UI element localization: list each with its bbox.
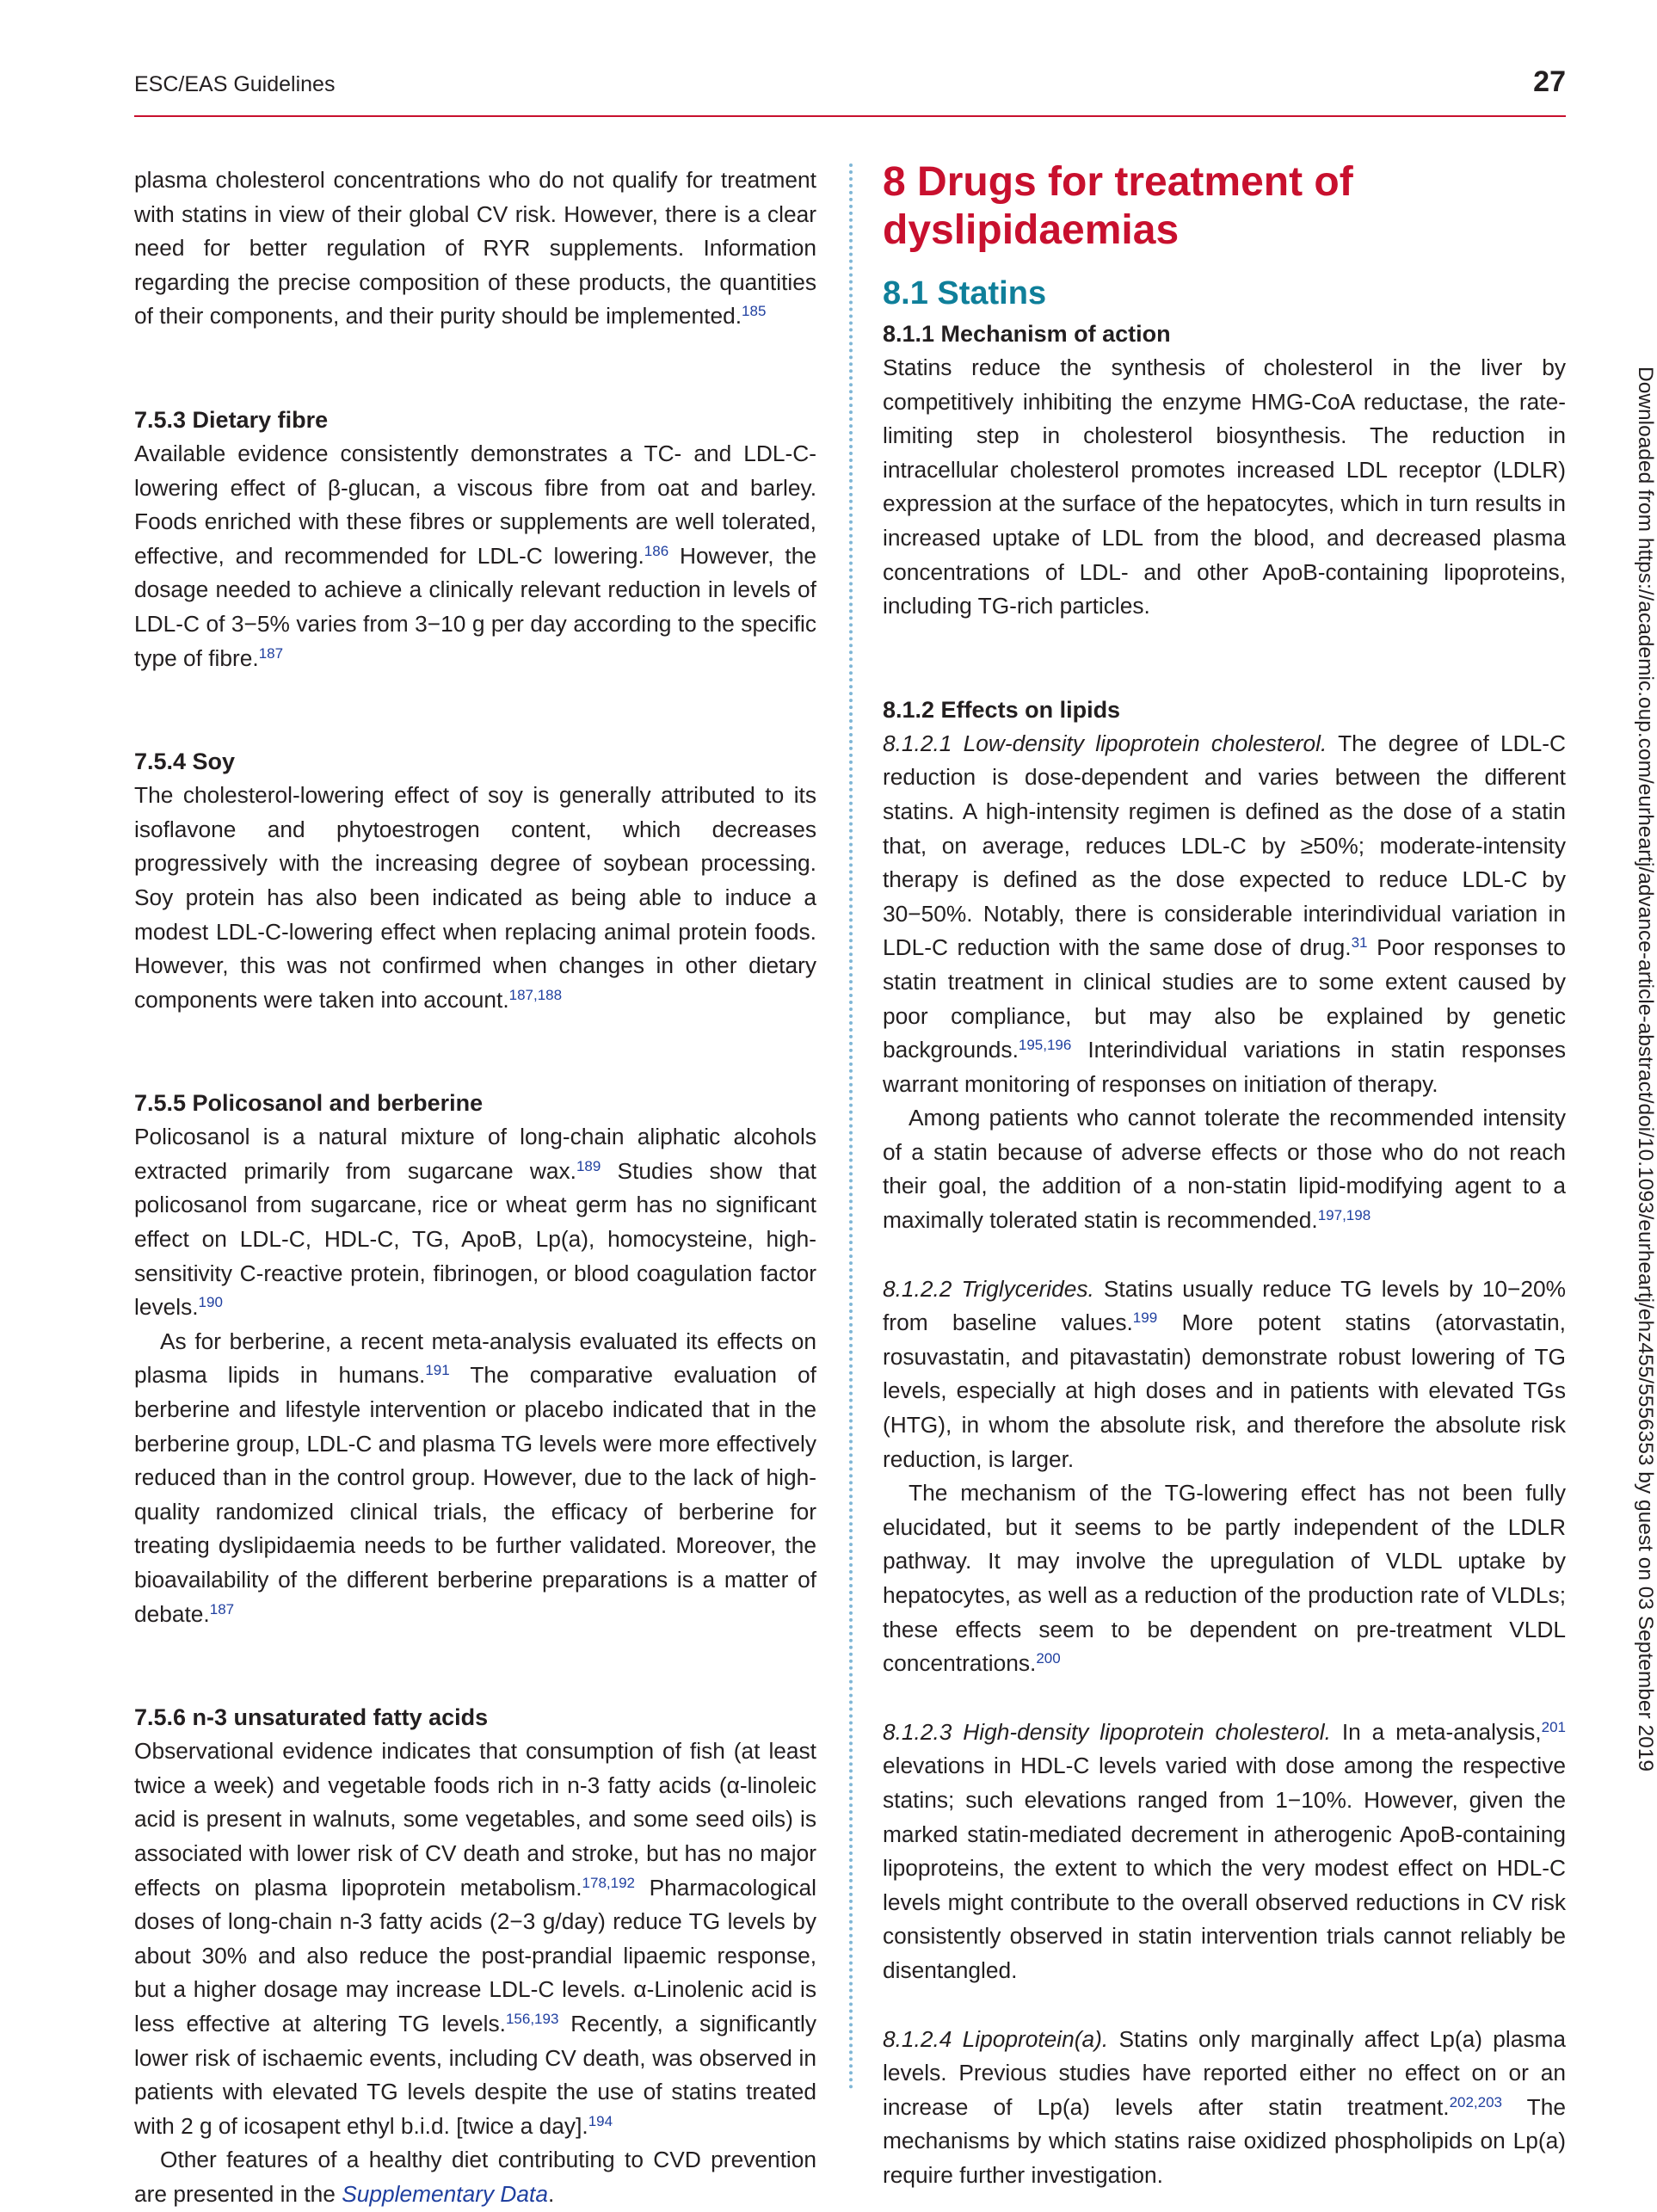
section-heading-dietary-fibre: 7.5.3 Dietary fibre — [134, 406, 329, 433]
supplementary-data-link[interactable]: Supplementary Data — [342, 2180, 548, 2207]
page-number: 27 — [1533, 65, 1566, 98]
paragraph-hdl-cholesterol: 8.1.2.3 High-density lipoprotein cholesterol. In a meta-analysis,$^{201}$ elevations in HDL-C levels varied with dose among the respective statins; such elevations ranged from 1−10%. However, given the marked statin-mediated decrement in atherogenic ApoB-containing lipoproteins, the extent to which the very modest effect on HDL-C levels might contribute to the overall observed reductions in CV risk consistently observed in statin intervention trials cannot reliably be disentangled. — [883, 1718, 1566, 1983]
reference-link[interactable]: 189 — [576, 1157, 601, 1174]
paragraph-statin-intolerance: Among patients who cannot tolerate the recommended intensity of a statin because of adverse effects or those who do not reach their goal, the addition of a non-statin lipid-modifying agent to a maximally tolerated statin is recommended.$^{197,198}$ — [883, 1105, 1566, 1234]
paragraph-mechanism: Statins reduce the synthesis of cholesterol in the liver by competitively inhibiting the enzyme HMG-CoA reductase, the rate-limiting step in cholesterol biosynthesis. The reduction in intracellular cholesterol promotes increased LDL receptor (LDLR) expression at the surface of the hepatocytes, which in turn results in increased uptake of LDL from the blood, and decreased plasma concentrations of LDL- and other ApoB-containing lipoproteins, including TG-rich particles. — [883, 354, 1566, 619]
subsection-label: 8.1.2.3 High-density lipoprotein cholesterol. — [883, 1718, 1331, 1745]
paragraph-policosanol: Policosanol is a natural mixture of long-chain aliphatic alcohols extracted primarily from sugarcane wax.$^{189}$ Studies show that policosanol from sugarcane, rice or wheat germ has no significant effect on LDL-C, HDL-C, TG, ApoB, Lp(a), homocysteine, high-sensitivity C-reactive protein, fibrinogen, or blood coagulation factor levels.$^{190}$ — [134, 1124, 816, 1321]
reference-link[interactable]: 178,192 — [582, 1874, 635, 1891]
reference-link[interactable]: 202,203 — [1449, 2093, 1503, 2110]
section-heading-policosanol: 7.5.5 Policosanol and berberine — [134, 1090, 484, 1117]
section-heading-effects-on-lipids: 8.1.2 Effects on lipids — [883, 696, 1121, 723]
paragraph-ryr: plasma cholesterol concentrations who do not qualify for treatment with statins in view of their global CV risk. However, there is a clear need for better regulation of RYR supplements. Information regarding the precise composition of these products, the quantities of their components, and their purity should be implemented.$^{185}$ — [134, 167, 816, 330]
section-heading-soy: 7.5.4 Soy — [134, 749, 236, 775]
paragraph-berberine: As for berberine, a recent meta-analysis evaluated its effects on plasma lipids in humans.$^{191}$ The comparative evaluation of berberine and lifestyle intervention or placebo indicated that in the berberine group, LDL-C and plasma TG levels were more effectively reduced than in the control group. However, due to the lack of high-quality randomized clinical trials, the efficacy of berberine for treating dyslipidaemia needs to be further validated. Moreover, the bioavailability of the different berberine preparations is a matter of debate.$^{187}$ — [134, 1328, 816, 1627]
reference-link[interactable]: 187,188 — [508, 986, 563, 1003]
reference-link[interactable]: 194 — [588, 2112, 613, 2129]
paragraph-tg-mechanism: The mechanism of the TG-lowering effect has not been fully elucidated, but it seems to be partly independent of the LDLR pathway. It may involve the upregulation of VLDL uptake by hepatocytes, as well as a reduction of the production rate of VLDLs; these effects seem to be dependent on pre-treatment VLDL concentrations.$^{200}$ — [883, 1480, 1566, 1677]
journal-name: ESC/EAS Guidelines — [134, 72, 336, 96]
reference-link[interactable]: 31 — [1351, 934, 1368, 952]
column-divider — [849, 163, 853, 2091]
subsection-label: 8.1.2.4 Lipoprotein(a). — [883, 2025, 1109, 2052]
section-heading-n3-fatty-acids: 7.5.6 n-3 unsaturated fatty acids — [134, 1704, 489, 1731]
reference-link[interactable]: 190 — [198, 1294, 223, 1311]
reference-link[interactable]: 187 — [209, 1600, 235, 1617]
reference-link[interactable]: 200 — [1036, 1650, 1061, 1667]
paragraph-triglycerides: 8.1.2.2 Triglycerides. Statins usually reduce TG levels by 10−20% from baseline values.$^{199}$ More potent statins (atorvastatin, rosuvastatin, and pitavastatin) demonstrate robust lowering of TG levels, especially at high doses and in patients with elevated TGs (HTG), in whom the absolute risk, and therefore the absolute risk reduction, is larger. — [883, 1275, 1566, 1472]
reference-link[interactable]: 185 — [742, 303, 767, 320]
chapter-title: 8 Drugs for treatment of dyslipidaemias — [883, 159, 1353, 253]
paragraph-soy: The cholesterol-lowering effect of soy is generally attributed to its isoflavone and phytoestrogen content, which decreases progressively with the increasing degree of soybean processing. Soy protein has also been indicated as being able to induce a modest LDL-C-lowering effect when replacing animal protein foods. However, this was not confirmed when changes in other dietary components were taken into account.$^{187,188}$ — [134, 782, 816, 1013]
reference-link[interactable]: 156,193 — [505, 2010, 559, 2027]
reference-link[interactable]: 191 — [425, 1362, 450, 1379]
page-header — [134, 64, 1566, 117]
reference-link[interactable]: 187 — [258, 644, 284, 662]
left-column — [134, 163, 816, 2212]
download-watermark: Downloaded from https://academic.oup.com/eurheartj/advance-article-abstract/doi/10.1093/eurheartj/ehz455/5556353 by guest on 03 September 2019 — [1634, 367, 1657, 1771]
reference-link[interactable]: 199 — [1132, 1309, 1158, 1327]
reference-link[interactable]: 197,198 — [1317, 1207, 1371, 1224]
section-title-statins: 8.1 Statins — [883, 275, 1047, 311]
paragraph-n3-fatty-acids: Observational evidence indicates that consumption of fish (at least twice a week) and vegetable foods rich in n-3 fatty acids (α-linoleic acid is present in walnuts, some vegetables, and some seed oils) is associated with lower risk of CV death and stroke, but has no major effects on plasma lipoprotein metabolism.$^{178,192}$ Pharmacological doses of long-chain n-3 fatty acids (2−3 g/day) reduce TG levels by about 30% and also reduce the post-prandial lipaemic response, but a higher dosage may increase LDL-C levels. α-Linolenic acid is less effective at altering TG levels.$^{156,193}$ Recently, a significantly lower risk of ischaemic events, including CV death, was observed in patients with elevated TG levels despite the use of statins treated with 2 g of icosapent ethyl b.i.d. [twice a day].$^{194}$ — [134, 1738, 817, 2139]
reference-link[interactable]: 186 — [644, 542, 669, 559]
paragraph-lipoprotein-a: 8.1.2.4 Lipoprotein(a). Statins only marginally affect Lp(a) plasma levels. Previous studies have reported either no effect on or an increase of Lp(a) levels after statin treatment.$^{202,203}$ The mechanisms by which statins raise oxidized phospholipids on Lp(a) require further investigation. — [883, 2025, 1567, 2188]
paragraph-dietary-fibre: Available evidence consistently demonstrates a TC- and LDL-C-lowering effect of β-glucan, a viscous fibre from oat and barley. Foods enriched with these fibres or supplements are well tolerated, effective, and recommended for LDL-C lowering.$^{186}$ However, the dosage needed to achieve a clinically relevant reduction in levels of LDL-C of 3−5% varies from 3−10 g per day according to the specific type of fibre.$^{187}$ — [134, 440, 816, 671]
section-heading-mechanism: 8.1.1 Mechanism of action — [883, 321, 1171, 347]
reference-link[interactable]: 201 — [1541, 1718, 1566, 1735]
subsection-label: 8.1.2.1 Low-density lipoprotein cholesterol. — [883, 730, 1327, 756]
right-column — [883, 159, 1567, 2193]
subsection-label: 8.1.2.2 Triglycerides. — [883, 1275, 1094, 1302]
reference-link[interactable]: 195,196 — [1018, 1037, 1072, 1054]
paragraph-healthy-diet: Other features of a healthy diet contributing to CVD prevention are presented in the Supplementary Data. — [134, 2147, 816, 2207]
paragraph-ldl-cholesterol: 8.1.2.1 Low-density lipoprotein cholesterol. The degree of LDL-C reduction is dose-dependent and varies between the different statins. A high-intensity regimen is defined as the dose of a statin that, on average, reduces LDL-C by ≥50%; moderate-intensity therapy is defined as the dose expected to reduce LDL-C by 30−50%. Notably, there is considerable interindividual variation in LDL-C reduction with the same dose of drug.$^{31}$ Poor responses to statin treatment in clinical studies are to some extent caused by poor compliance, but may also be explained by genetic backgrounds.$^{195,196}$ Interindividual variations in statin responses warrant monitoring of responses on initiation of therapy. — [883, 730, 1566, 1097]
